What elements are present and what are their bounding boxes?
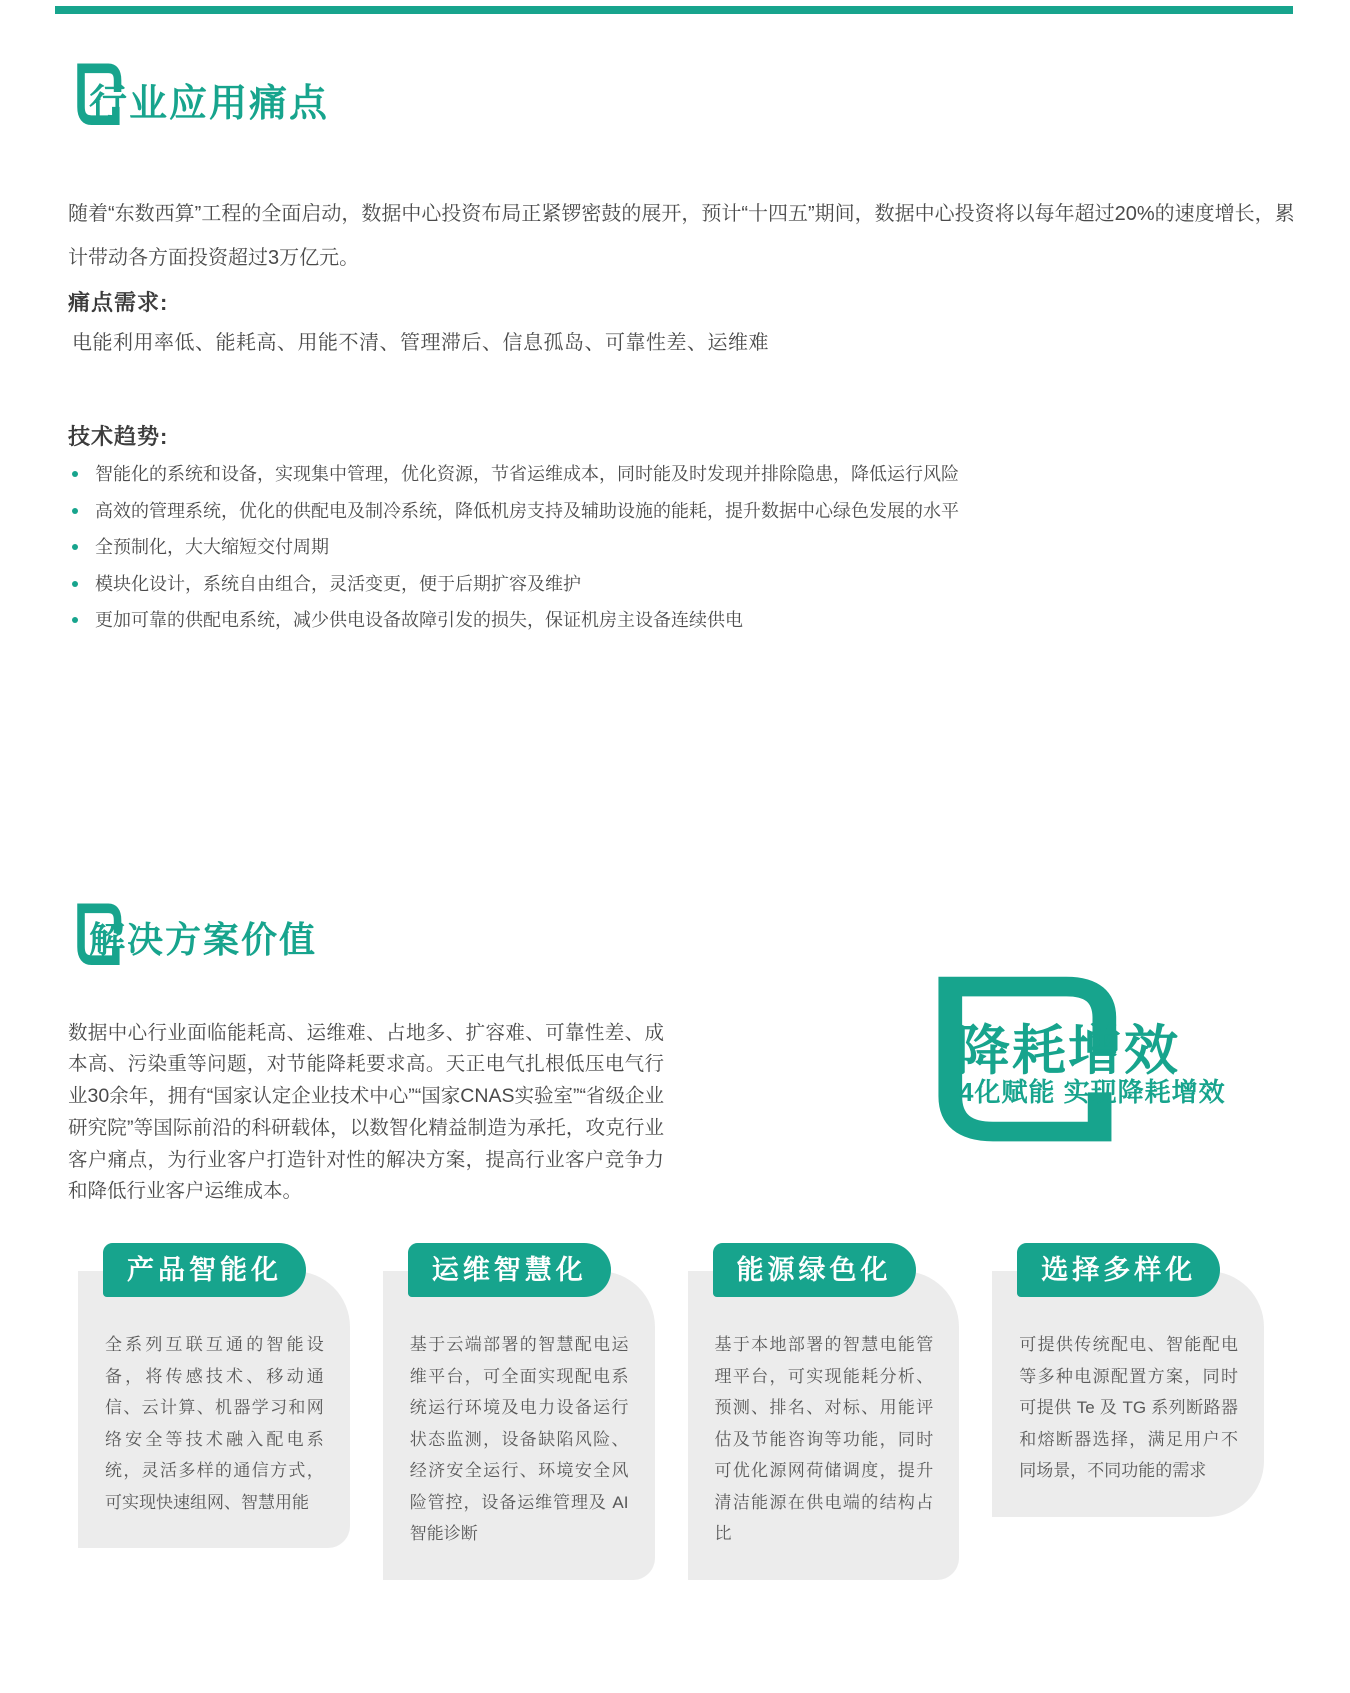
trend-item-text: 模块化设计，系统自由组合，灵活变更，便于后期扩容及维护	[95, 573, 581, 594]
trend-item-text: 高效的管理系统，优化的供配电及制冷系统，降低机房支持及辅助设施的能耗，提升数据中心绿色发展的水平	[95, 500, 959, 521]
bullet-dot-icon	[72, 471, 78, 477]
card-smart-operation	[383, 1243, 655, 1580]
trend-item	[72, 602, 1222, 639]
card-green-energy	[688, 1243, 960, 1580]
solution-paragraph: 数据中心行业面临能耗高、运维难、占地多、扩容难、可靠性差、成本高、污染重等问题，对节能降耗要求高。天正电气扎根低压电气行业30余年，拥有“国家认定企业技术中心”“国家CNAS实验室”“省级企业研究院”等国际前沿的科研载体，以数智化精益制造为承托，攻克行业客户痛点，为行业客户打造针对性的解决方案，提高行业客户竞争力和降低行业客户运维成本。	[68, 1021, 664, 1203]
tech-trend-list	[72, 456, 1222, 639]
pain-demand-text: 电能利用率低、能耗高、用能不清、管理滞后、信息孤岛、可靠性差、运维难	[72, 332, 769, 354]
card-title-chip: 运维智慧化	[408, 1243, 611, 1297]
callout-title: 降耗增效	[956, 1021, 1180, 1081]
tech-trend-heading: 技术趋势:	[68, 424, 169, 449]
bullet-dot-icon	[72, 544, 78, 550]
card-body: 基于云端部署的智慧配电运维平台，可全面实现配电系统运行环境及电力设备运行状态监测，设备缺陷风险、经济安全运行、环境安全风险管控，设备运维管理及 AI 智能诊断	[383, 1271, 655, 1580]
intro-paragraph: 随着“东数西算”工程的全面启动，数据中心投资布局正紧锣密鼓的展开，预计“十四五”期间，数据中心投资将以每年超过20%的速度增长，累计带动各方面投资超过3万亿元。	[68, 203, 1295, 269]
card-body: 全系列互联互通的智能设备，将传感技术、移动通信、云计算、机器学习和网络安全等技术融入配电系统，灵活多样的通信方式，可实现快速组网、智慧用能	[78, 1271, 350, 1548]
card-body: 基于本地部署的智慧电能管理平台，可实现能耗分析、预测、排名、对标、用能评估及节能咨询等功能，同时可优化源网荷储调度，提升清洁能源在供电端的结构占比	[688, 1271, 960, 1580]
card-body: 可提供传统配电、智能配电等多种电源配置方案，同时可提供 Te 及 TG 系列断路器和熔断器选择，满足用户不同场景，不同功能的需求	[992, 1271, 1264, 1517]
trend-item	[72, 456, 1222, 493]
trend-item-text: 更加可靠的供配电系统，减少供电设备故障引发的损失，保证机房主设备连续供电	[95, 610, 743, 630]
trend-item-text: 智能化的系统和设备，实现集中管理，优化资源，节省运维成本，同时能及时发现并排除隐患，降低运行风险	[95, 464, 959, 484]
card-title-chip: 能源绿色化	[713, 1243, 916, 1297]
value-cards-row	[78, 1243, 1264, 1580]
top-accent-bar	[55, 6, 1293, 14]
card-diverse-choice	[992, 1243, 1264, 1517]
card-title-chip: 产品智能化	[103, 1243, 306, 1297]
bullet-dot-icon	[72, 508, 78, 514]
card-product-intelligence	[78, 1243, 350, 1548]
pain-demand-heading: 痛点需求:	[68, 290, 169, 315]
trend-item	[72, 493, 1222, 530]
trend-item-text: 全预制化，大大缩短交付周期	[95, 537, 329, 557]
section-title-pain-points: 行业应用痛点	[89, 83, 330, 125]
bullet-dot-icon	[72, 581, 78, 587]
bullet-dot-icon	[72, 617, 78, 623]
trend-item	[72, 566, 1222, 603]
section-title-solution-value: 解决方案价值	[89, 919, 318, 960]
trend-item	[72, 529, 1222, 566]
callout-subtitle: 4化赋能 实现降耗增效	[959, 1077, 1226, 1107]
card-title-chip: 选择多样化	[1017, 1243, 1220, 1297]
